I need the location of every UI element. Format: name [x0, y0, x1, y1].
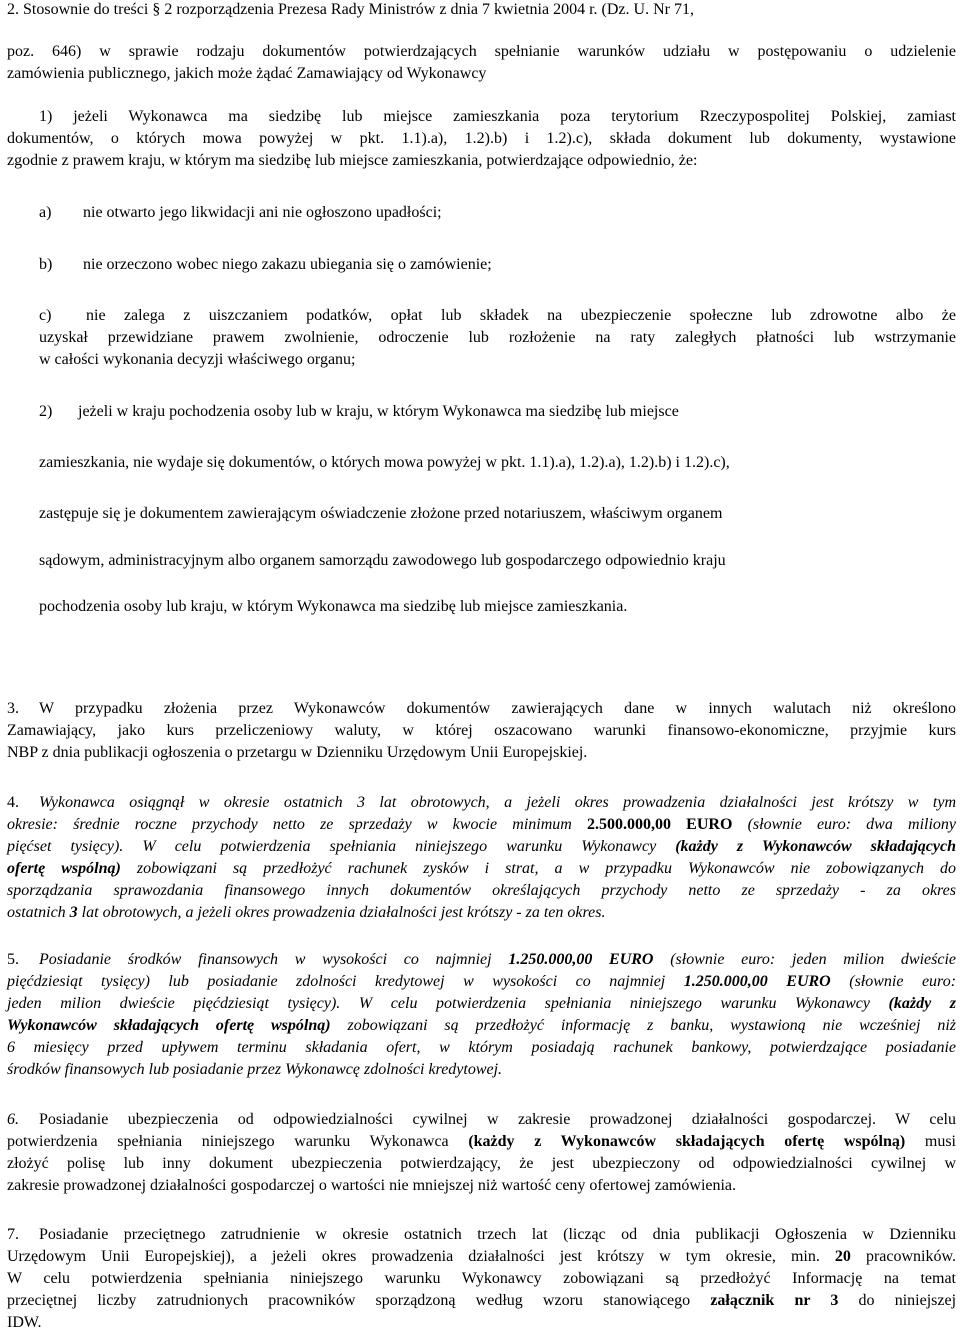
list-item-a	[39, 203, 956, 223]
list-item-c-line-2: uzyskał przewidziane prawem zwolnienie, odroczenie lub rozłożenie na raty zaległych płatności lub wstrzymanie	[39, 329, 956, 346]
sec5-text-2a: pięćdziesiąt tysięcy) lub posiadanie zdolności kredytowej w wysokości co najmniej	[7, 973, 684, 990]
sec5-number: 5.	[7, 951, 19, 968]
sec4-text-2a: okresie: średnie roczne przychody netto ze sprzedaży w kwocie minimum	[7, 816, 587, 833]
sec7-text-2a: Urzędowym Unii Europejskiej), a jeżeli okres prowadzenia działalności jest krótszy w tym okresie, min.	[7, 1248, 835, 1265]
sec5-text-1c: (słownie euro: jeden milion dwieście	[653, 951, 957, 968]
sec4-line-1	[7, 793, 956, 813]
sec7-text-4c: do niniejszej	[838, 1292, 957, 1309]
list-item-c-line-3: w całości wykonania decyzji właściwego organu;	[39, 351, 356, 368]
sec2-point2-label: 2)	[39, 403, 53, 420]
sec2-point1-line-2: dokumentów, o których mowa powyżej w pkt. 1.1).a), 1.2).b) i 1.2).c), składa dokument lub dokumenty, wystawione	[7, 130, 956, 147]
sec3-number: 3.	[7, 700, 19, 717]
sec5-line-2	[7, 972, 956, 992]
sec5-line-3	[7, 994, 956, 1014]
sec7-text-4a: przeciętnej liczby zatrudnionych pracowników sporządzoną według wzoru stanowiącego	[7, 1292, 711, 1309]
sec4-text-3a: pięćset tysięcy). W celu potwierdzenia spełniania niniejszego warunku Wykonawcy	[7, 838, 676, 855]
sec2-point2-line-1	[39, 402, 956, 422]
sec7-line-5: IDW.	[7, 1314, 42, 1331]
sec4-text-6c: lat obrotowych, a jeżeli okres prowadzenia działalności jest krótszy - za ten okres.	[77, 904, 606, 921]
sec6-text-2c: musi	[905, 1133, 957, 1150]
sec2-point2-line-4: sądowym, administracyjnym albo organem samorządu zawodowego lub gospodarczego odpowiednio kraju	[39, 552, 726, 569]
sec7-text-1: Posiadanie przeciętnego zatrudnienie w okresie ostatnich trzech lat (licząc od dnia publikacji Ogłoszenia w Dzienniku	[39, 1226, 956, 1243]
sec6-number: 6.	[7, 1111, 19, 1128]
sec2-line-2: poz. 646) w sprawie rodzaju dokumentów potwierdzających spełnianie warunków udziału w postępowaniu o udzielenie	[7, 43, 956, 60]
sec4-text-1: Wykonawca osiągnął w okresie ostatnich 3 lat obrotowych, a jeżeli okres prowadzenia działalności jest krótszy w tym	[39, 794, 956, 811]
sec2-point1-line-3: zgodnie z prawem kraju, w którym ma siedzibę lub miejsce zamieszkania, potwierdzające odpowiednio, że:	[7, 152, 698, 169]
sec7-employee-count: 20	[834, 1248, 851, 1265]
sec7-line-2	[7, 1247, 956, 1267]
sec5-text-4b: zobowiązani są przedłożyć informację z banku, wystawioną nie wcześniej niż	[330, 1017, 957, 1034]
sec5-amount-1: 1.250.000,00 EURO	[508, 951, 654, 968]
sec5-line-5: 6 miesięcy przed upływem terminu składania ofert, w którym posiadają rachunek bankowy, potwierdzające posiadanie	[7, 1039, 956, 1056]
sec6-text-2a: potwierdzenia spełniania niniejszego warunku Wykonawca	[7, 1133, 469, 1150]
sec5-line-6: środków finansowych lub posiadanie przez Wykonawcę zdolności kredytowej.	[7, 1061, 503, 1078]
sec4-line-5: sporządzania sprawozdania finansowego innych dokumentów określających przychody netto ze sprzedaży - za okres	[7, 882, 956, 899]
sec3-line-2: Zamawiający, jako kurs przeliczeniowy waluty, w której oszacowano warunki finansowo-ekonomiczne, przyjmie kurs	[7, 722, 956, 739]
sec4-line-4	[7, 859, 956, 879]
sec4-text-2c: (słownie euro: dwa miliony	[732, 816, 957, 833]
list-label-c: c)	[39, 307, 52, 324]
sec2-point2-line-3: zastępuje się je dokumentem zawierającym oświadczenie złożone przed notariuszem, właściwym organem	[39, 505, 723, 522]
sec5-consortium-note: (każdy z	[888, 995, 957, 1012]
sec6-line-1	[7, 1110, 956, 1130]
sec3-text-1: W przypadku złożenia przez Wykonawców dokumentów zawierających dane w innych walutach niż określono	[39, 700, 956, 717]
sec5-text-3b: W celu potwierdzenia spełniania niniejszego warunku Wykonawcy	[358, 995, 889, 1012]
sec5-line-1	[7, 950, 956, 970]
sec4-consortium-note: (każdy z Wykonawców składających	[675, 838, 956, 855]
sec5-text-3a: jeden milion dwieście pięćdziesiąt tysięcy).	[7, 995, 359, 1012]
sec4-amount: 2.500.000,00 EURO	[587, 816, 733, 833]
list-label-a: a)	[39, 204, 52, 221]
list-text-a: nie otwarto jego likwidacji ani nie ogłoszono upadłości;	[83, 204, 442, 221]
sec2-line-3: zamówienia publicznego, jakich może żądać Zamawiający od Wykonawcy	[7, 65, 487, 82]
sec4-years: 3	[69, 904, 78, 921]
sec4-line-3	[7, 837, 956, 857]
sec5-consortium-note-end: Wykonawców składających ofertę wspólną)	[7, 1017, 331, 1034]
sec7-line-1	[7, 1225, 956, 1245]
sec3-line-3: NBP z dnia publikacji ogłoszenia o przetargu w Dzienniku Urzędowym Unii Europejskiej.	[7, 744, 588, 761]
sec2-point1-line-1: 1) jeżeli Wykonawca ma siedzibę lub miejsce zamieszkania poza terytorium Rzeczypospolitej Polskiej, zamiast	[39, 108, 956, 125]
sec5-line-4	[7, 1016, 956, 1036]
sec2-point2-text: jeżeli w kraju pochodzenia osoby lub w kraju, w którym Wykonawca ma siedzibę lub miejsce	[78, 403, 679, 420]
sec5-text-1a: Posiadanie środków finansowych w wysokości co najmniej	[39, 951, 509, 968]
sec6-line-3: złożyć polisę lub inny dokument ubezpieczenia potwierdzający, że jest ubezpieczony od odpowiedzialności cywilnej w	[7, 1155, 956, 1172]
sec2-point2-line-5: pochodzenia osoby lub kraju, w którym Wykonawca ma siedzibę lub miejsce zamieszkania.	[39, 598, 628, 615]
sec6-text-1: Posiadanie ubezpieczenia od odpowiedzialności cywilnej w zakresie prowadzonej działalności gospodarczej. W celu	[39, 1111, 956, 1128]
sec5-text-2c: (słownie euro:	[830, 973, 957, 990]
sec6-consortium-note: (każdy z Wykonawców składających ofertę wspólną)	[468, 1133, 906, 1150]
list-text-c: nie zalega z uiszczaniem podatków, opłat lub składek na ubezpieczenie społeczne lub zdrowotne albo że	[86, 307, 956, 324]
sec5-amount-2: 1.250.000,00 EURO	[683, 973, 831, 990]
sec4-line-6	[7, 903, 956, 923]
sec7-line-3: W celu potwierdzenia spełniania niniejszego warunku Wykonawcy zobowiązani są przedłożyć Informację na temat	[7, 1270, 956, 1287]
list-item-c-line-1	[39, 306, 956, 326]
list-text-b: nie orzeczono wobec niego zakazu ubiegania się o zamówienie;	[83, 256, 492, 273]
sec7-line-4	[7, 1291, 956, 1311]
sec6-line-4: zakresie prowadzonej działalności gospodarczej o wartości nie mniejszej niż wartość ceny ofertowej zamówienia.	[7, 1177, 737, 1194]
sec3-line-1	[7, 699, 956, 719]
sec7-number: 7.	[7, 1226, 19, 1243]
sec6-line-2	[7, 1132, 956, 1152]
list-item-b	[39, 255, 956, 275]
list-label-b: b)	[39, 256, 53, 273]
sec7-text-2c: pracowników.	[850, 1248, 957, 1265]
sec4-number: 4.	[7, 794, 19, 811]
sec7-attachment-ref: załącznik nr 3	[710, 1292, 839, 1309]
sec2-line-1: 2. Stosownie do treści § 2 rozporządzenia Prezesa Rady Ministrów z dnia 7 kwietnia 2004 r. (Dz. U. Nr 71,	[7, 1, 694, 18]
sec4-consortium-note-end: ofertę wspólną)	[7, 860, 121, 877]
sec2-point2-line-2: zamieszkania, nie wydaje się dokumentów, o których mowa powyżej w pkt. 1.1).a), 1.2).a), 1.2).b) i 1.2).c),	[39, 454, 730, 471]
sec4-text-4b: zobowiązani są przedłożyć rachunek zysków i strat, a w przypadku Wykonawców nie zobowiązanych do	[120, 860, 956, 877]
sec4-text-6a: ostatnich	[7, 904, 70, 921]
sec4-line-2	[7, 815, 956, 835]
